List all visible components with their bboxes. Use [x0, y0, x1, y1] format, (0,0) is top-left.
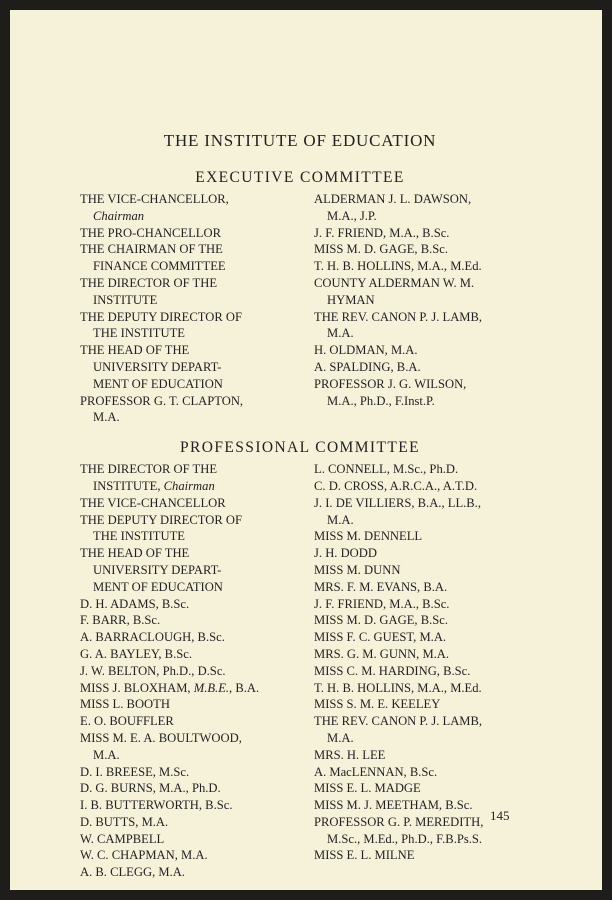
- member-text: PROFESSOR G. P. MEREDITH,: [314, 814, 484, 829]
- executive-left-column: [80, 191, 280, 426]
- member-entry: [80, 545, 280, 595]
- member-text: M.A.: [327, 730, 354, 745]
- member-line: [314, 579, 520, 596]
- member-text: MRS. H. LEE: [314, 747, 386, 762]
- member-line: [80, 680, 280, 697]
- member-line: [314, 663, 520, 680]
- member-line: [80, 780, 280, 797]
- professional-committee-members: [80, 461, 520, 881]
- member-text: M.Sc., M.Ed., Ph.D., F.B.Ps.S.: [327, 831, 483, 846]
- member-text: I. B. BUTTERWORTH, B.Sc.: [80, 798, 233, 813]
- member-entry: [314, 579, 520, 596]
- member-text: M.A., Ph.D., F.Inst.P.: [327, 393, 435, 408]
- member-text: INSTITUTE: [93, 292, 158, 307]
- member-line: [314, 275, 520, 292]
- member-text: HYMAN: [327, 292, 375, 307]
- member-text: MISS S. M. E. KEELEY: [314, 697, 441, 712]
- page-content: [80, 130, 520, 881]
- member-line: [80, 528, 280, 545]
- member-line: [80, 579, 280, 596]
- member-line: [80, 309, 280, 326]
- member-line: [80, 696, 280, 713]
- member-entry: [80, 241, 280, 275]
- member-text: A. B. CLEGG, M.A.: [80, 865, 185, 880]
- member-text: THE INSTITUTE: [93, 326, 185, 341]
- member-text: THE DEPUTY DIRECTOR OF: [80, 512, 242, 527]
- member-text: J. H. DODD: [314, 546, 377, 561]
- member-text: THE VICE-CHANCELLOR,: [80, 192, 229, 206]
- member-line: [314, 629, 520, 646]
- member-entry: [314, 663, 520, 680]
- member-text: D. BUTTS, M.A.: [80, 814, 169, 829]
- member-text: THE DIRECTOR OF THE: [80, 462, 218, 477]
- member-entry: [80, 831, 280, 848]
- member-line: [314, 359, 520, 376]
- member-entry: [80, 225, 280, 242]
- member-entry: [314, 376, 520, 410]
- member-text: THE HEAD OF THE: [80, 546, 190, 561]
- member-text: MISS M. DUNN: [314, 562, 401, 577]
- member-line: [314, 376, 520, 393]
- member-entry: [314, 225, 520, 242]
- member-line: [314, 764, 520, 781]
- member-line: [80, 208, 280, 225]
- member-text: MISS M. E. A. BOULTWOOD,: [80, 730, 242, 745]
- member-text: THE INSTITUTE: [93, 529, 185, 544]
- member-entry: [314, 562, 520, 579]
- member-text: MENT OF EDUCATION: [93, 579, 223, 594]
- member-entry: [314, 528, 520, 545]
- member-entry: [80, 663, 280, 680]
- section-gap: [80, 426, 520, 438]
- member-line: [314, 342, 520, 359]
- member-entry: [80, 393, 280, 427]
- member-line: [80, 342, 280, 359]
- member-entry: [314, 646, 520, 663]
- member-line: [80, 864, 280, 881]
- member-text: MRS. F. M. EVANS, B.A.: [314, 579, 448, 594]
- member-line: [80, 225, 280, 242]
- member-text: J. I. DE VILLIERS, B.A., LL.B.,: [314, 495, 481, 510]
- member-line: [80, 478, 280, 495]
- member-text: M.A., J.P.: [327, 208, 377, 223]
- member-text: J. W. BELTON, Ph.D., D.Sc.: [80, 663, 226, 678]
- member-text: THE PRO-CHANCELLOR: [80, 225, 221, 240]
- member-line: [80, 747, 280, 764]
- member-text: MISS E. L. MILNE: [314, 848, 415, 863]
- member-text: M.A.: [327, 512, 354, 527]
- member-text: M.A.: [93, 747, 120, 762]
- member-line: [314, 780, 520, 797]
- member-text: F. BARR, B.Sc.: [80, 613, 161, 628]
- member-text: M.A.: [327, 326, 354, 341]
- member-line: [314, 545, 520, 562]
- member-entry: [80, 309, 280, 343]
- member-line: [314, 612, 520, 629]
- member-entry: [80, 696, 280, 713]
- member-text: THE DEPUTY DIRECTOR OF: [80, 309, 242, 324]
- member-text: J. F. FRIEND, M.A., B.Sc.: [314, 596, 450, 611]
- member-entry: [80, 780, 280, 797]
- member-entry: [314, 309, 520, 343]
- member-line: [80, 512, 280, 529]
- member-line: [314, 478, 520, 495]
- member-entry: [80, 596, 280, 613]
- member-text: L. CONNELL, M.Sc., Ph.D.: [314, 462, 459, 477]
- member-text: W. C. CHAPMAN, M.A.: [80, 848, 208, 863]
- member-entry: [314, 359, 520, 376]
- member-text: D. H. ADAMS, B.Sc.: [80, 596, 190, 611]
- member-text: D. G. BURNS, M.A., Ph.D.: [80, 781, 221, 796]
- member-text: MISS F. C. GUEST, M.A.: [314, 630, 447, 645]
- member-line: [80, 646, 280, 663]
- member-line: [80, 629, 280, 646]
- member-line: [314, 562, 520, 579]
- page-title: THE INSTITUTE OF EDUCATION: [163, 131, 437, 150]
- member-line: [80, 241, 280, 258]
- member-line: [80, 562, 280, 579]
- member-entry: [80, 730, 280, 764]
- member-entry: [314, 780, 520, 797]
- member-entry: [314, 847, 520, 864]
- member-text: A. BARRACLOUGH, B.Sc.: [80, 630, 225, 645]
- member-line: [80, 764, 280, 781]
- member-text: T. H. B. HOLLINS, M.A., M.Ed.: [314, 259, 482, 274]
- member-text: MISS M. D. GAGE, B.Sc.: [314, 613, 448, 628]
- member-text: MRS. G. M. GUNN, M.A.: [314, 646, 450, 661]
- member-line: [314, 596, 520, 613]
- member-line: [80, 461, 280, 478]
- member-line: [80, 275, 280, 292]
- member-entry: [314, 478, 520, 495]
- member-text: G. A. BAYLEY, B.Sc.: [80, 646, 192, 661]
- member-role-italic: Chairman: [93, 208, 145, 223]
- member-entry: [314, 612, 520, 629]
- executive-committee-members: [80, 191, 520, 426]
- member-entry: [314, 696, 520, 713]
- member-text: UNIVERSITY DEPART-: [93, 359, 222, 374]
- member-line: [314, 646, 520, 663]
- member-entry: [80, 680, 280, 697]
- member-line: [314, 225, 520, 242]
- member-text: THE DIRECTOR OF THE: [80, 275, 218, 290]
- member-line: [314, 208, 520, 225]
- member-line: [80, 258, 280, 275]
- member-entry: [314, 545, 520, 562]
- member-entry: [314, 596, 520, 613]
- member-entry: [80, 814, 280, 831]
- member-entry: [80, 342, 280, 392]
- member-line: [314, 393, 520, 410]
- member-text: D. I. BREESE, M.Sc.: [80, 764, 190, 779]
- member-text: PROFESSOR G. T. CLAPTON,: [80, 393, 244, 408]
- member-text: COUNTY ALDERMAN W. M.: [314, 275, 475, 290]
- member-entry: [314, 461, 520, 478]
- member-line: [314, 495, 520, 512]
- member-line: [80, 393, 280, 410]
- member-text: M.A.: [93, 410, 120, 425]
- professional-left-column: [80, 461, 280, 881]
- member-text: E. O. BOUFFLER: [80, 714, 174, 729]
- member-line: [80, 495, 280, 512]
- member-text: MISS M. DENNELL: [314, 529, 423, 544]
- member-entry: [80, 864, 280, 881]
- member-entry: [80, 629, 280, 646]
- member-text: A. SPALDING, B.A.: [314, 359, 421, 374]
- member-line: [80, 612, 280, 629]
- member-line: [314, 191, 520, 208]
- member-entry: [80, 764, 280, 781]
- member-line: [314, 241, 520, 258]
- member-role-italic: Chairman: [163, 478, 215, 493]
- member-line: [314, 292, 520, 309]
- member-text: THE REV. CANON P. J. LAMB,: [314, 309, 483, 324]
- member-line: [80, 713, 280, 730]
- member-text: MISS J. BLOXHAM,: [80, 680, 194, 695]
- member-entry: [314, 241, 520, 258]
- member-entry: [80, 512, 280, 546]
- member-line: [314, 258, 520, 275]
- member-text: MISS L. BOOTH: [80, 697, 170, 712]
- member-entry: [80, 461, 280, 495]
- member-entry: [314, 629, 520, 646]
- member-line: [314, 713, 520, 730]
- member-line: [314, 309, 520, 326]
- member-text: C. D. CROSS, A.R.C.A., A.T.D.: [314, 478, 478, 493]
- member-text: MISS C. M. HARDING, B.Sc.: [314, 663, 471, 678]
- member-line: [80, 814, 280, 831]
- member-line: [314, 512, 520, 529]
- document-page: [10, 10, 602, 890]
- professional-committee-heading: PROFESSIONAL COMMITTEE: [180, 439, 420, 457]
- member-text: MISS E. L. MADGE: [314, 781, 421, 796]
- member-line: [80, 730, 280, 747]
- member-line: [314, 730, 520, 747]
- member-line: [80, 831, 280, 848]
- member-entry: [80, 713, 280, 730]
- member-text: INSTITUTE,: [93, 478, 164, 493]
- member-entry: [314, 275, 520, 309]
- member-text: B.A.: [232, 680, 260, 695]
- member-line: [314, 461, 520, 478]
- member-entry: [80, 646, 280, 663]
- member-text: J. F. FRIEND, M.A., B.Sc.: [314, 225, 450, 240]
- member-line: [314, 831, 520, 848]
- member-line: [80, 359, 280, 376]
- member-text: UNIVERSITY DEPART-: [93, 562, 222, 577]
- page-number: 145: [490, 808, 510, 823]
- member-text: PROFESSOR J. G. WILSON,: [314, 376, 467, 391]
- member-text: THE CHAIRMAN OF THE: [80, 242, 223, 257]
- member-text: W. CAMPBELL: [80, 831, 165, 846]
- member-line: [80, 409, 280, 426]
- member-line: [80, 191, 280, 208]
- member-entry: [80, 495, 280, 512]
- member-text: A. MacLENNAN, B.Sc.: [314, 764, 438, 779]
- member-entry: [80, 612, 280, 629]
- member-line: [80, 376, 280, 393]
- member-line: [80, 596, 280, 613]
- member-text: ALDERMAN J. L. DAWSON,: [314, 192, 472, 206]
- member-entry: [80, 847, 280, 864]
- member-line: [80, 292, 280, 309]
- member-text: MENT OF EDUCATION: [93, 376, 223, 391]
- member-line: [314, 528, 520, 545]
- member-text: MISS M. D. GAGE, B.Sc.: [314, 242, 448, 257]
- member-text: THE VICE-CHANCELLOR: [80, 495, 226, 510]
- member-entry: [314, 258, 520, 275]
- member-entry: [314, 747, 520, 764]
- member-text: FINANCE COMMITTEE: [93, 259, 226, 274]
- member-line: [314, 747, 520, 764]
- member-text: H. OLDMAN, M.A.: [314, 343, 418, 358]
- member-line: [80, 663, 280, 680]
- member-entry: [314, 342, 520, 359]
- member-line: [80, 797, 280, 814]
- member-entry: [314, 764, 520, 781]
- executive-committee-heading: EXECUTIVE COMMITTEE: [195, 169, 405, 186]
- member-entry: [80, 275, 280, 309]
- member-line: [80, 545, 280, 562]
- member-text: THE REV. CANON P. J. LAMB,: [314, 714, 483, 729]
- member-line: [314, 680, 520, 697]
- executive-right-column: [314, 191, 520, 426]
- member-entry: [314, 191, 520, 225]
- member-line: [314, 847, 520, 864]
- member-entry: [80, 797, 280, 814]
- member-entry: [80, 191, 280, 225]
- member-line: [80, 325, 280, 342]
- member-text: T. H. B. HOLLINS, M.A., M.Ed.: [314, 680, 482, 695]
- member-line: [314, 696, 520, 713]
- member-text: THE HEAD OF THE: [80, 343, 190, 358]
- member-role-italic: M.B.E.,: [193, 680, 233, 695]
- member-entry: [314, 713, 520, 747]
- member-entry: [314, 680, 520, 697]
- member-entry: [314, 495, 520, 529]
- member-line: [314, 325, 520, 342]
- member-text: MISS M. J. MEETHAM, B.Sc.: [314, 798, 473, 813]
- member-line: [80, 847, 280, 864]
